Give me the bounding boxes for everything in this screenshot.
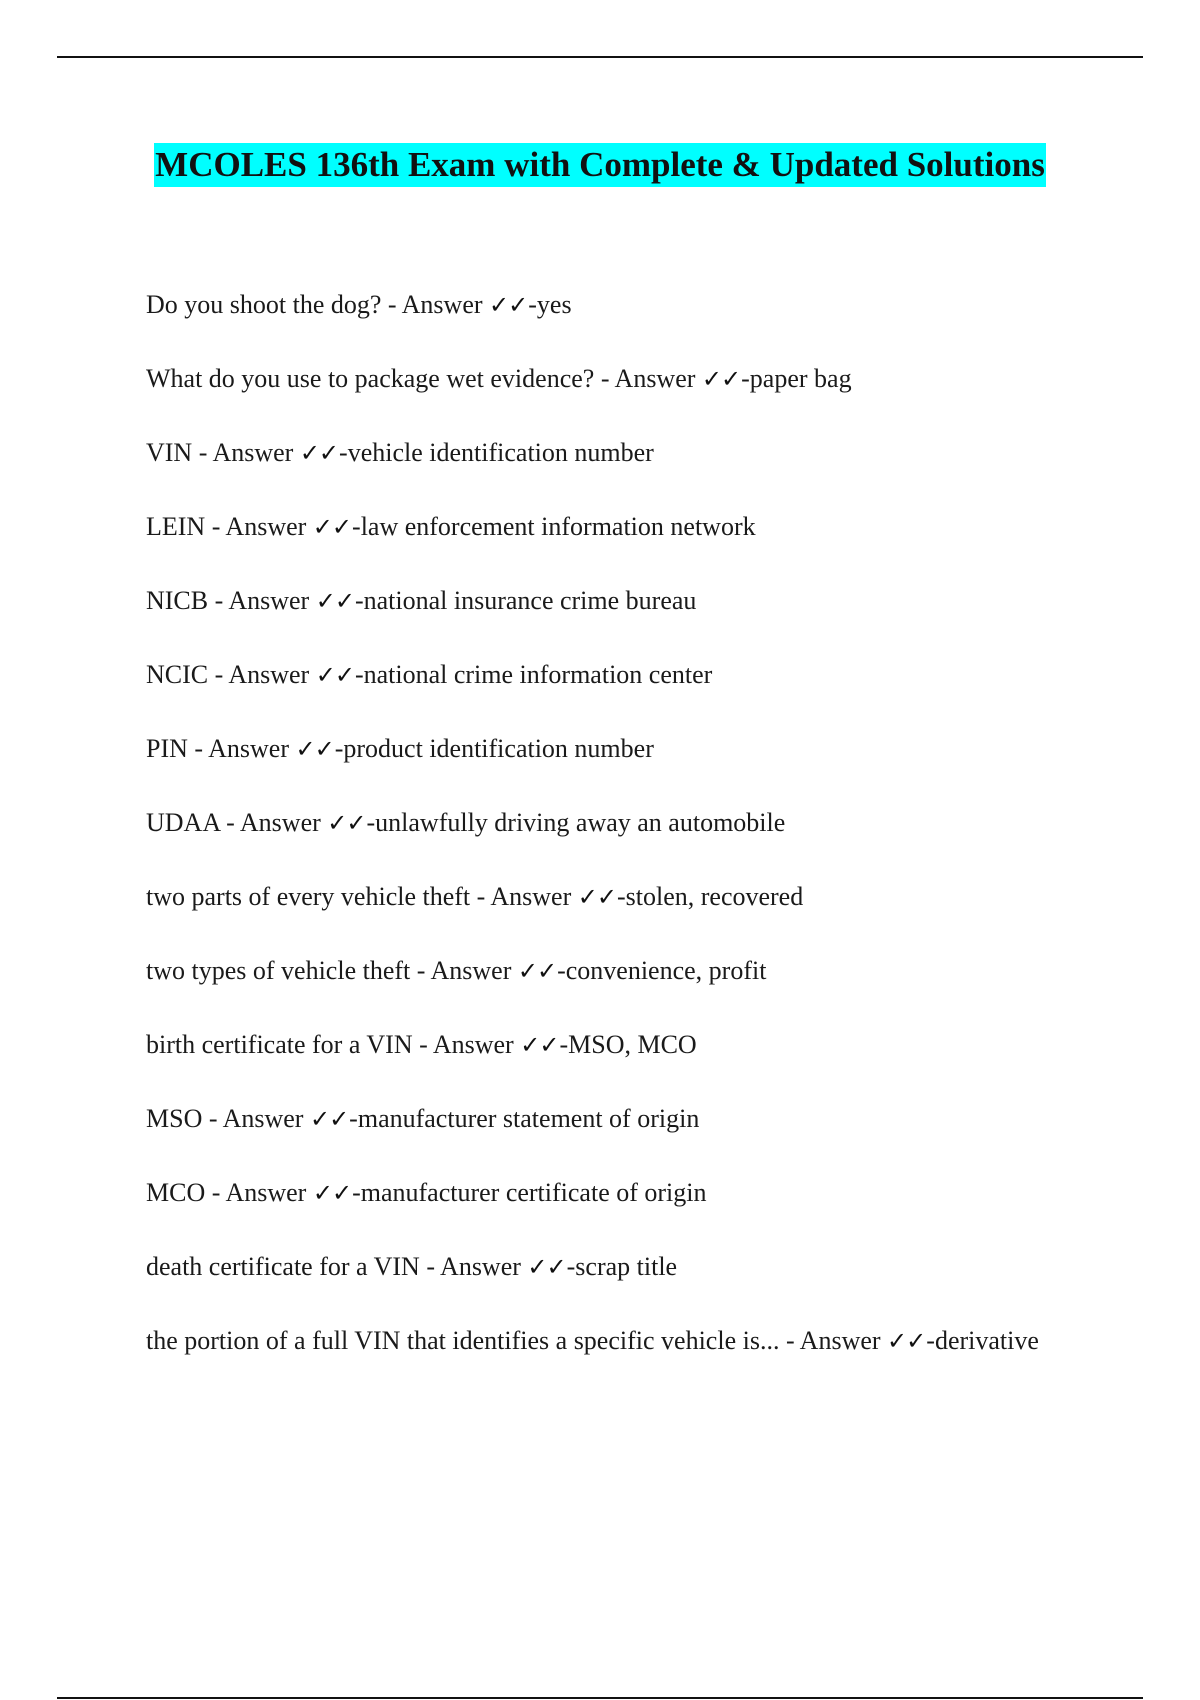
answer-text: derivative	[934, 1326, 1039, 1355]
answer-text: paper bag	[749, 364, 852, 393]
answer-text: manufacturer statement of origin	[357, 1104, 700, 1133]
question-text: VIN	[146, 438, 193, 467]
double-check-icon: ✓✓	[315, 587, 354, 615]
double-check-icon: ✓✓	[520, 1031, 559, 1059]
question-text: two types of vehicle theft	[146, 956, 411, 985]
double-check-icon: ✓✓	[527, 1253, 566, 1281]
double-check-icon: ✓✓	[309, 1105, 349, 1133]
double-check-icon: ✓✓	[887, 1327, 926, 1355]
answer-text: yes	[536, 290, 572, 319]
double-check-icon: ✓✓	[517, 957, 557, 985]
qa-item: death certificate for a VIN - Answer ✓✓-scrap title	[146, 1252, 678, 1281]
question-text: What do you use to package wet evidence?	[146, 364, 595, 393]
double-check-icon: ✓✓	[701, 365, 741, 393]
qa-item: PIN - Answer ✓✓-product identification number	[146, 734, 654, 763]
answer-text: vehicle identification number	[347, 438, 654, 467]
answer-text: stolen, recovered	[625, 882, 804, 911]
qa-item: VIN - Answer ✓✓-vehicle identification number	[146, 438, 654, 467]
bottom-rule	[57, 1697, 1143, 1699]
answer-text: unlawfully driving away an automobile	[375, 808, 786, 837]
qa-item: UDAA - Answer ✓✓-unlawfully driving away an automobile	[146, 808, 786, 837]
qa-item: the portion of a full VIN that identifies a specific vehicle is... - Answer ✓✓-derivative	[146, 1326, 1039, 1355]
question-text: Do you shoot the dog?	[146, 290, 382, 319]
top-rule	[57, 56, 1143, 58]
question-text: NICB	[146, 586, 209, 615]
qa-item: MSO - Answer ✓✓-manufacturer statement of origin	[146, 1104, 700, 1133]
question-text: birth certificate for a VIN	[146, 1030, 413, 1059]
qa-item: What do you use to package wet evidence? - Answer ✓✓-paper bag	[146, 364, 852, 393]
question-text: NCIC	[146, 660, 209, 689]
double-check-icon: ✓✓	[295, 735, 334, 763]
title-block	[0, 143, 1200, 187]
qa-item: LEIN - Answer ✓✓-law enforcement information network	[146, 512, 756, 541]
answer-text: scrap title	[575, 1252, 678, 1281]
question-text: two parts of every vehicle theft	[146, 882, 471, 911]
qa-item: two types of vehicle theft - Answer ✓✓-convenience, profit	[146, 956, 767, 985]
answer-text: MSO, MCO	[568, 1030, 697, 1059]
qa-item: MCO - Answer ✓✓-manufacturer certificate of origin	[146, 1178, 707, 1207]
document-title: MCOLES 136th Exam with Complete & Updated Solutions	[154, 143, 1046, 187]
double-check-icon: ✓✓	[312, 1179, 352, 1207]
double-check-icon: ✓✓	[315, 661, 354, 689]
answer-text: manufacturer certificate of origin	[360, 1178, 707, 1207]
double-check-icon: ✓✓	[489, 291, 528, 319]
answer-text: national crime information center	[363, 660, 713, 689]
question-text: UDAA	[146, 808, 220, 837]
question-text: the portion of a full VIN that identifies a specific vehicle is...	[146, 1326, 780, 1355]
qa-list	[146, 278, 1046, 1388]
qa-item: birth certificate for a VIN - Answer ✓✓-MSO, MCO	[146, 1030, 697, 1059]
double-check-icon: ✓✓	[577, 883, 616, 911]
question-text: LEIN	[146, 512, 206, 541]
qa-item: NCIC - Answer ✓✓-national crime information center	[146, 660, 713, 689]
question-text: MSO	[146, 1104, 203, 1133]
answer-text: convenience, profit	[565, 956, 767, 985]
question-text: MCO	[146, 1178, 206, 1207]
question-text: PIN	[146, 734, 188, 763]
answer-text: national insurance crime bureau	[363, 586, 697, 615]
question-text: death certificate for a VIN	[146, 1252, 420, 1281]
answer-text: law enforcement information network	[360, 512, 756, 541]
double-check-icon: ✓✓	[299, 439, 339, 467]
double-check-icon: ✓✓	[312, 513, 352, 541]
qa-item: two parts of every vehicle theft - Answer ✓✓-stolen, recovered	[146, 882, 804, 911]
answer-text: product identification number	[343, 734, 654, 763]
qa-item: NICB - Answer ✓✓-national insurance crime bureau	[146, 586, 697, 615]
double-check-icon: ✓✓	[327, 809, 366, 837]
qa-item: Do you shoot the dog? - Answer ✓✓-yes	[146, 290, 572, 319]
